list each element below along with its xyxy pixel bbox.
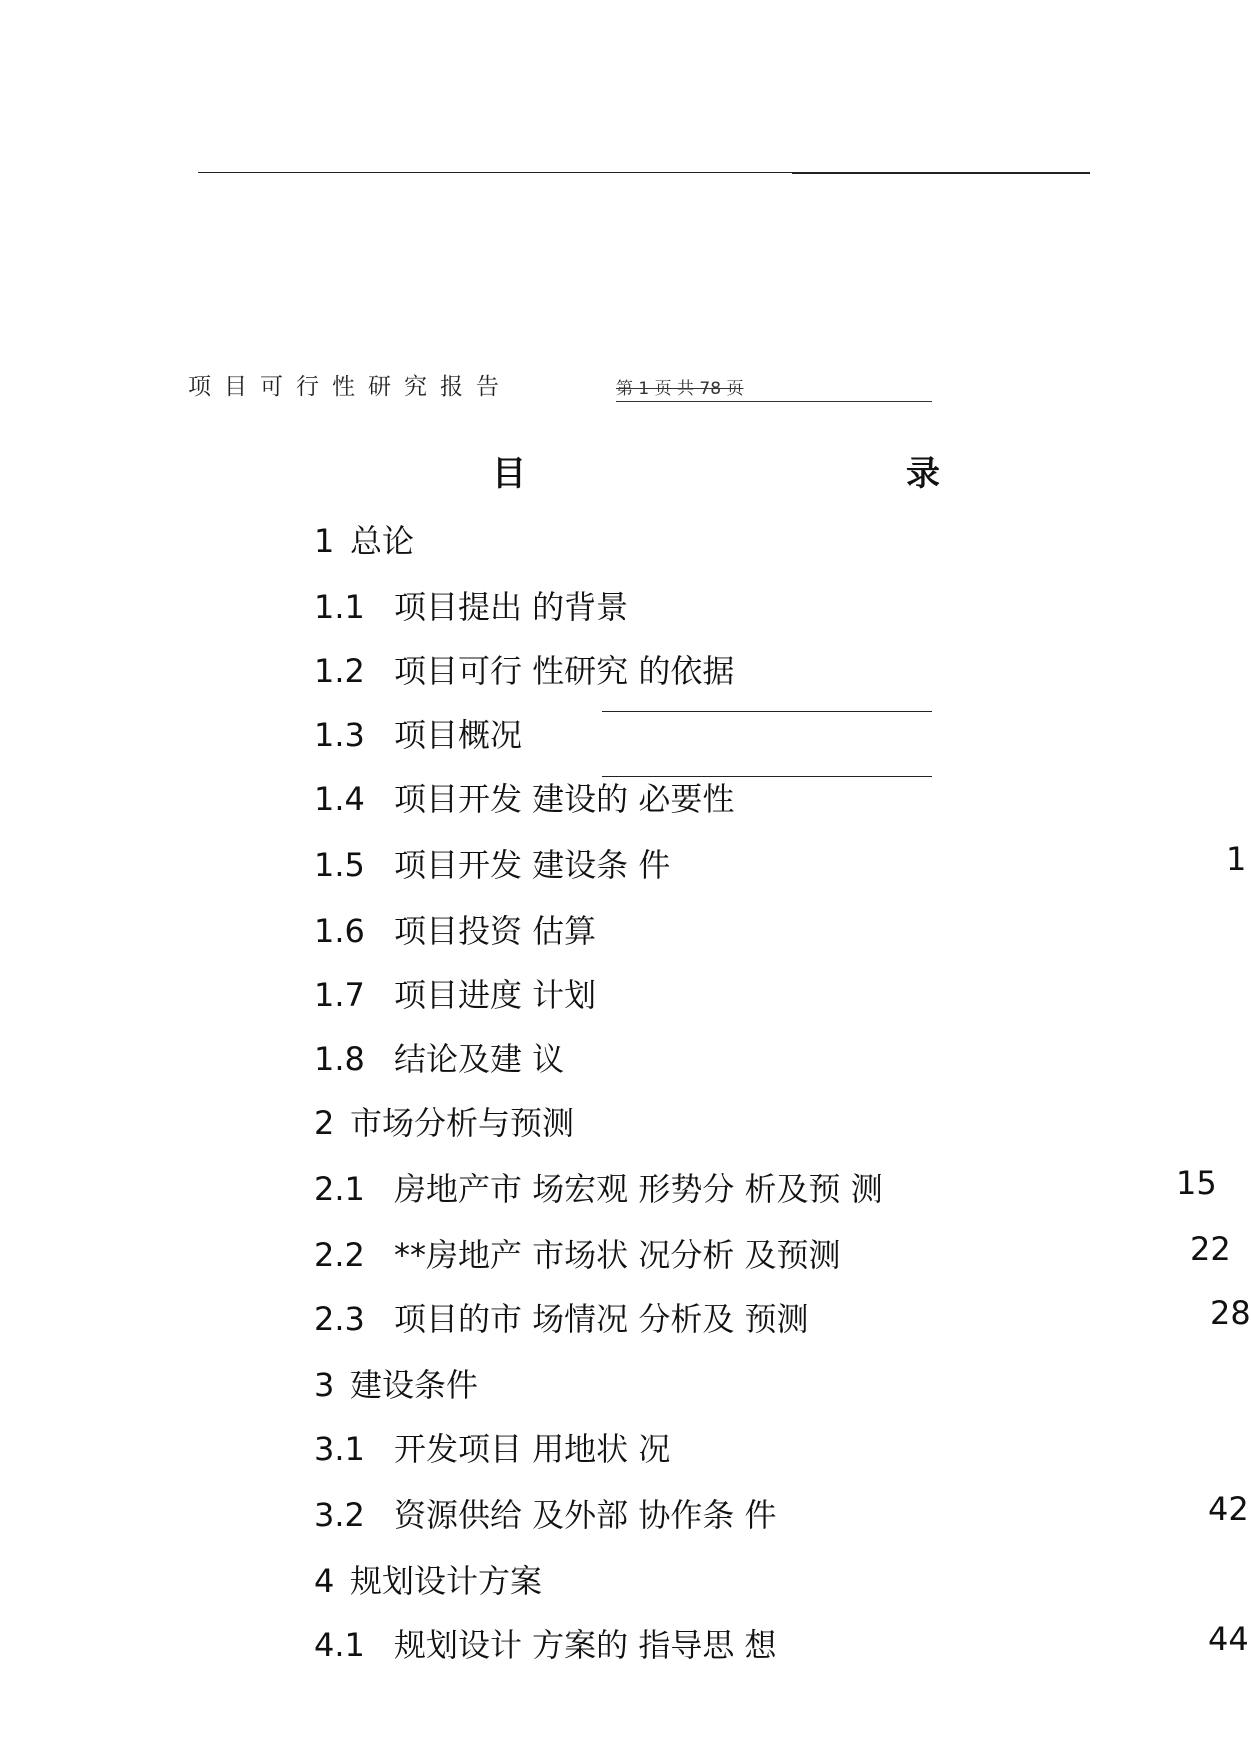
toc-entry-text: 项目开发 建设的 必要性	[394, 780, 735, 818]
header-rule-thick	[792, 172, 1090, 174]
toc-entry-number: 3.1	[314, 1430, 365, 1468]
toc-entry[interactable]	[314, 1230, 841, 1276]
toc-entry[interactable]	[314, 1620, 777, 1666]
toc-entry-page: 28	[1210, 1294, 1251, 1332]
toc-entry-text: 项目的市 场情况 分析及 预测	[394, 1300, 809, 1338]
toc-entry[interactable]	[314, 1164, 883, 1210]
toc-entry-number: 1.3	[314, 716, 365, 754]
toc-entry-number: 1.4	[314, 780, 365, 818]
toc-entry-number: 4	[314, 1562, 335, 1600]
toc-entry[interactable]	[314, 1424, 670, 1470]
toc-entry-text: 项目开发 建设条 件	[394, 846, 671, 884]
toc-entry-text: 结论及建 议	[394, 1040, 565, 1078]
toc-entry-text: 资源供给 及外部 协作条 件	[394, 1496, 777, 1534]
toc-entry-number: 2.3	[314, 1300, 365, 1338]
toc-entry-number: 3.2	[314, 1496, 365, 1534]
toc-entry-text: 总论	[350, 522, 415, 560]
toc-entry-text: 项目提出 的背景	[394, 588, 629, 626]
toc-entry-text: 项目投资 估算	[394, 912, 597, 950]
toc-entry-number: 1.1	[314, 588, 365, 626]
toc-entry-text: 房地产市 场宏观 形势分 析及预 测	[394, 1170, 883, 1208]
toc-entry-number: 1	[314, 522, 335, 560]
toc-entry[interactable]	[314, 840, 670, 886]
toc-entry[interactable]	[314, 1098, 574, 1144]
toc-entry-number: 1.6	[314, 912, 365, 950]
toc-entry-number: 2	[314, 1104, 335, 1142]
toc-entry-page: 15	[1176, 1164, 1217, 1202]
toc-entry-text: 项目概况	[394, 716, 523, 754]
toc-entry[interactable]	[314, 1556, 542, 1602]
toc-entry-text: 规划设计方案	[350, 1562, 543, 1600]
toc-entry-page: 42	[1208, 1490, 1249, 1528]
divider-line	[602, 711, 932, 712]
toc-entry[interactable]	[314, 646, 734, 692]
toc-entry-number: 3	[314, 1366, 335, 1404]
toc-entry-text: 市场分析与预测	[350, 1104, 575, 1142]
toc-entry[interactable]	[314, 582, 628, 628]
toc-title-left: 目	[492, 454, 526, 494]
toc-entry-number: 1.8	[314, 1040, 365, 1078]
toc-entry[interactable]	[314, 516, 414, 562]
toc-entry-page: 22	[1190, 1230, 1231, 1268]
toc-entry-text: 规划设计 方案的 指导思 想	[394, 1626, 777, 1664]
toc-entry-number: 1.5	[314, 846, 365, 884]
toc-entry[interactable]	[314, 774, 734, 820]
toc-entry-number: 2.2	[314, 1236, 365, 1274]
toc-entry-text: 建设条件	[350, 1366, 479, 1404]
document-title: 项目可行性研究报告	[188, 374, 512, 400]
toc-entry-number: 1.7	[314, 976, 365, 1014]
toc-entry[interactable]	[314, 1490, 777, 1536]
toc-entry-number: 1.2	[314, 652, 365, 690]
toc-entry[interactable]	[314, 1034, 564, 1080]
toc-entry-page: 1	[1226, 840, 1247, 878]
toc-entry[interactable]	[314, 1294, 809, 1340]
toc-entry-text: 项目可行 性研究 的依据	[394, 652, 735, 690]
toc-entry[interactable]	[314, 970, 596, 1016]
toc-entry-text: 开发项目 用地状 况	[394, 1430, 671, 1468]
page-indicator	[616, 374, 932, 402]
toc-entry-text: 项目进度 计划	[394, 976, 597, 1014]
toc-entry-text: **房地产 市场状 况分析 及预测	[394, 1236, 841, 1274]
toc-entry-number: 4.1	[314, 1626, 365, 1664]
toc-entry[interactable]	[314, 906, 596, 952]
toc-title-right: 录	[906, 454, 940, 494]
toc-entry-number: 2.1	[314, 1170, 365, 1208]
toc-entry[interactable]	[314, 1360, 478, 1406]
toc-entry-page: 44	[1208, 1620, 1249, 1658]
toc-entry[interactable]	[314, 710, 522, 756]
page-info: 第 1 页 共 78 页	[616, 379, 744, 399]
